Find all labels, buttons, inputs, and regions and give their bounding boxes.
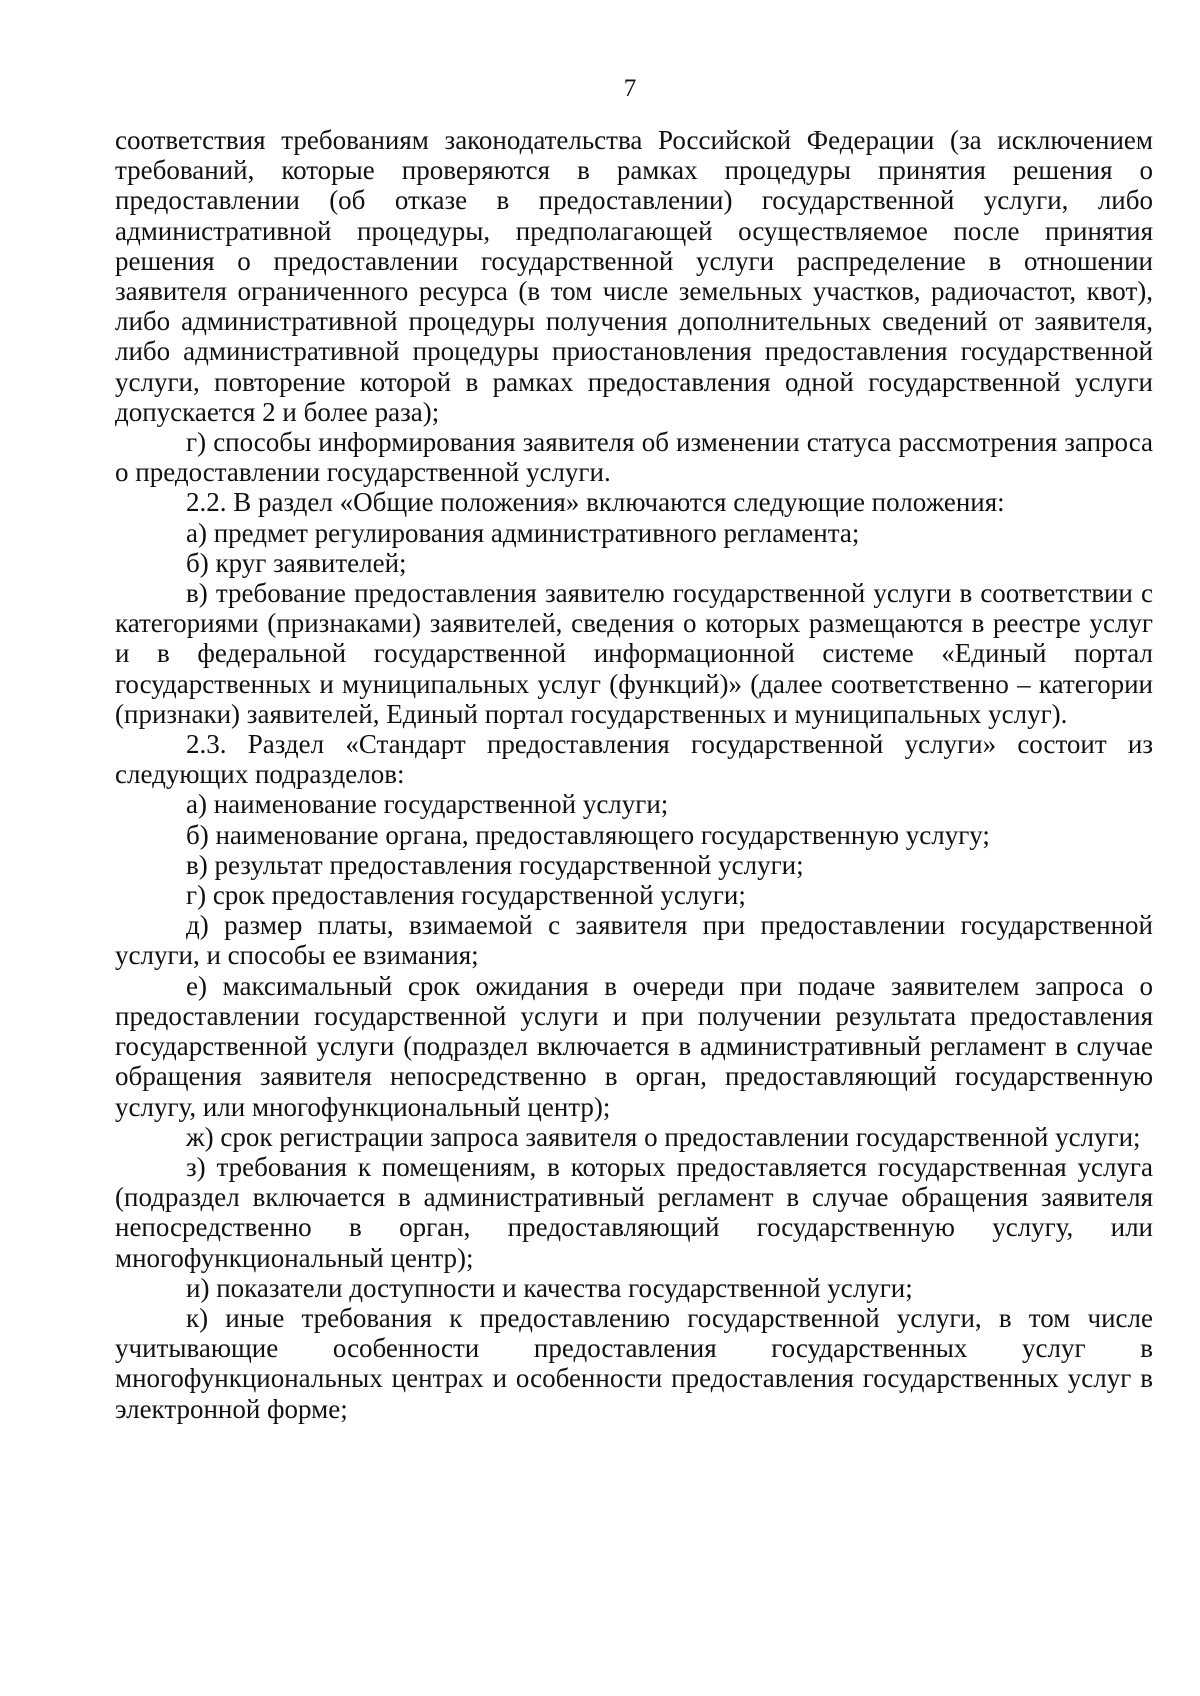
paragraph-2-2-b: б) круг заявителей; xyxy=(186,547,407,578)
paragraph-2-3-k: к) иные требования к предоставлению государственной услуги, в том числе учитывающие особенности предоставления государственных услуг в многофункциональных центрах и особенности предоставления государственных услуг в электронной форме; xyxy=(115,1302,1153,1424)
paragraph-2-3-z: з) требования к помещениям, в которых предоставляется государственная услуга (подраздел включается в административный регламент в случае обращения заявителя непосредственно в орган, предоставляющий государственную услугу, или многофункциональный центр); xyxy=(115,1151,1153,1273)
paragraph-2-3-b: б) наименование органа, предоставляющего государственную услугу; xyxy=(186,819,990,850)
paragraph-2-3-g: г) срок предоставления государственной услуги; xyxy=(186,880,746,911)
paragraph-2-3-zh: ж) срок регистрации запроса заявителя о предоставлении государственной услуги; xyxy=(186,1121,1141,1152)
paragraph-2-2: 2.2. В раздел «Общие положения» включаются следующие положения: xyxy=(186,487,1005,518)
paragraph-2-3-v: в) результат предоставления государственной услуги; xyxy=(186,849,804,880)
paragraph-2-3-d: д) размер платы, взимаемой с заявителя при предоставлении государственной услуги, и способы ее взимания; xyxy=(115,910,1153,971)
document-body xyxy=(115,125,1153,1424)
paragraph-item-g: г) способы информирования заявителя об изменении статуса рассмотрения запроса о предоставлении государственной услуги. xyxy=(115,427,1153,488)
page-number: 7 xyxy=(623,75,637,102)
paragraph-2-3-i: и) показатели доступности и качества государственной услуги; xyxy=(186,1272,913,1303)
paragraph-2-3: 2.3. Раздел «Стандарт предоставления государственной услуги» состоит из следующих подразделов: xyxy=(115,729,1153,790)
paragraph-continuation: соответствия требованиям законодательства Российской Федерации (за исключением требований, которые проверяются в рамках процедуры принятия решения о предоставлении (об отказе в предоставлении) государственной услуги, либо административной процедуры, предполагающей осуществляемое после принятия решения о предоставлении государственной услуги распределение в отношении заявителя ограниченного ресурса (в том числе земельных участков, радиочастот, квот), либо административной процедуры получения дополнительных сведений от заявителя, либо административной процедуры приостановления предоставления государственной услуги, повторение которой в рамках предоставления одной государственной услуги допускается 2 и более раза); xyxy=(115,125,1153,427)
paragraph-2-3-e: е) максимальный срок ожидания в очереди при подаче заявителем запроса о предоставлении государственной услуги и при получении результата предоставления государственной услуги (подраздел включается в административный регламент в случае обращения заявителя непосредственно в орган, предоставляющий государственную услугу, или многофункциональный центр); xyxy=(115,970,1153,1122)
paragraph-2-2-v: в) требование предоставления заявителю государственной услуги в соответствии с категориями (признаками) заявителей, сведения о которых размещаются в реестре услуг и в федеральной государственной информационной системе «Единый портал государственных и муниципальных услуг (функций)» (далее соответственно – категории (признаки) заявителей, Единый портал государственных и муниципальных услуг). xyxy=(115,578,1153,729)
paragraph-2-3-a: а) наименование государственной услуги; xyxy=(186,789,669,820)
paragraph-2-2-a: а) предмет регулирования административного регламента; xyxy=(186,517,860,548)
